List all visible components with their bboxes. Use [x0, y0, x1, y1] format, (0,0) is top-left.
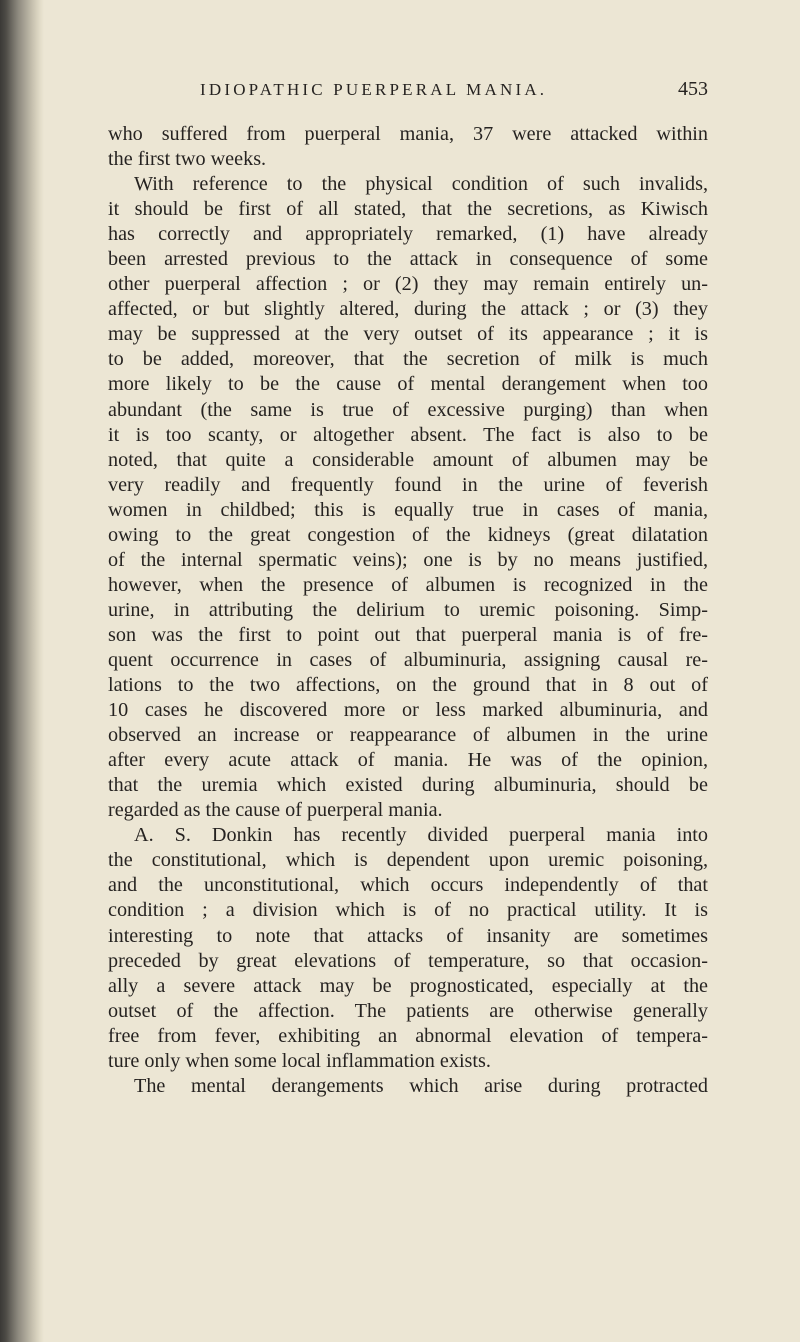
text-line: more likely to be the cause of mental derangement when too: [108, 373, 708, 396]
text-line: urine, in attributing the delirium to uremic poisoning. Simp-: [108, 598, 708, 621]
text-line: may be suppressed at the very outset of its appearance ; it is: [108, 323, 708, 346]
running-head: [108, 80, 708, 110]
text-line: affected, or but slightly altered, during the attack ; or (3) they: [108, 298, 708, 321]
text-line: and the unconstitutional, which occurs independently of that: [108, 874, 708, 897]
text-line: it is too scanty, or altogether absent. The fact is also to be: [108, 423, 708, 446]
text-line: outset of the affection. The patients are otherwise generally: [108, 999, 708, 1022]
text-line: of the internal spermatic veins); one is by no means justified,: [108, 548, 708, 571]
page-number: 453: [678, 78, 708, 100]
text-line: lations to the two affections, on the ground that in 8 out of: [108, 674, 708, 697]
text-line: free from fever, exhibiting an abnormal elevation of tempera-: [108, 1024, 708, 1047]
text-line: preceded by great elevations of temperature, so that occasion-: [108, 949, 708, 972]
text-line: who suffered from puerperal mania, 37 were attacked within: [108, 123, 708, 145]
text-line: been arrested previous to the attack in consequence of some: [108, 248, 708, 271]
text-line: women in childbed; this is equally true in cases of mania,: [108, 498, 708, 521]
text-line: ture only when some local inflammation exists.: [108, 1049, 491, 1072]
text-line: The mental derangements which arise during protracted: [134, 1074, 708, 1097]
text-line: very readily and frequently found in the urine of feverish: [108, 473, 708, 496]
text-line: son was the first to point out that puerperal mania is of fre-: [108, 623, 708, 646]
text-line: A. S. Donkin has recently divided puerperal mania into: [134, 824, 708, 847]
text-line: interesting to note that attacks of insanity are sometimes: [108, 924, 708, 947]
text-line: it should be first of all stated, that the secretions, as Kiwisch: [108, 198, 708, 221]
text-line: however, when the presence of albumen is recognized in the: [108, 573, 708, 596]
text-line: after every acute attack of mania. He was of the opinion,: [108, 749, 708, 772]
running-head-title: IDIOPATHIC PUERPERAL MANIA.: [200, 80, 548, 99]
text-line: observed an increase or reappearance of albumen in the urine: [108, 724, 708, 747]
body-text: [108, 122, 708, 1099]
text-line: has correctly and appropriately remarked, (1) have already: [108, 223, 708, 246]
text-line: 10 cases he discovered more or less marked albuminuria, and: [108, 699, 708, 722]
text-line: that the uremia which existed during albuminuria, should be: [108, 774, 708, 797]
text-line: noted, that quite a considerable amount of albumen may be: [108, 448, 708, 471]
text-line: regarded as the cause of puerperal mania.: [108, 799, 443, 822]
text-line: abundant (the same is true of excessive purging) than when: [108, 398, 708, 421]
text-line: other puerperal affection ; or (2) they may remain entirely un-: [108, 273, 708, 296]
text-line: owing to the great congestion of the kidneys (great dilatation: [108, 523, 708, 546]
text-line: quent occurrence in cases of albuminuria, assigning causal re-: [108, 648, 708, 671]
text-line: condition ; a division which is of no practical utility. It is: [108, 899, 708, 922]
text-line: With reference to the physical condition of such invalids,: [134, 173, 708, 196]
text-line: ally a severe attack may be prognosticated, especially at the: [108, 974, 708, 997]
text-line: to be added, moreover, that the secretion of milk is much: [108, 348, 708, 371]
text-line: the constitutional, which is dependent upon uremic poisoning,: [108, 849, 708, 872]
text-line: the first two weeks.: [108, 148, 267, 171]
